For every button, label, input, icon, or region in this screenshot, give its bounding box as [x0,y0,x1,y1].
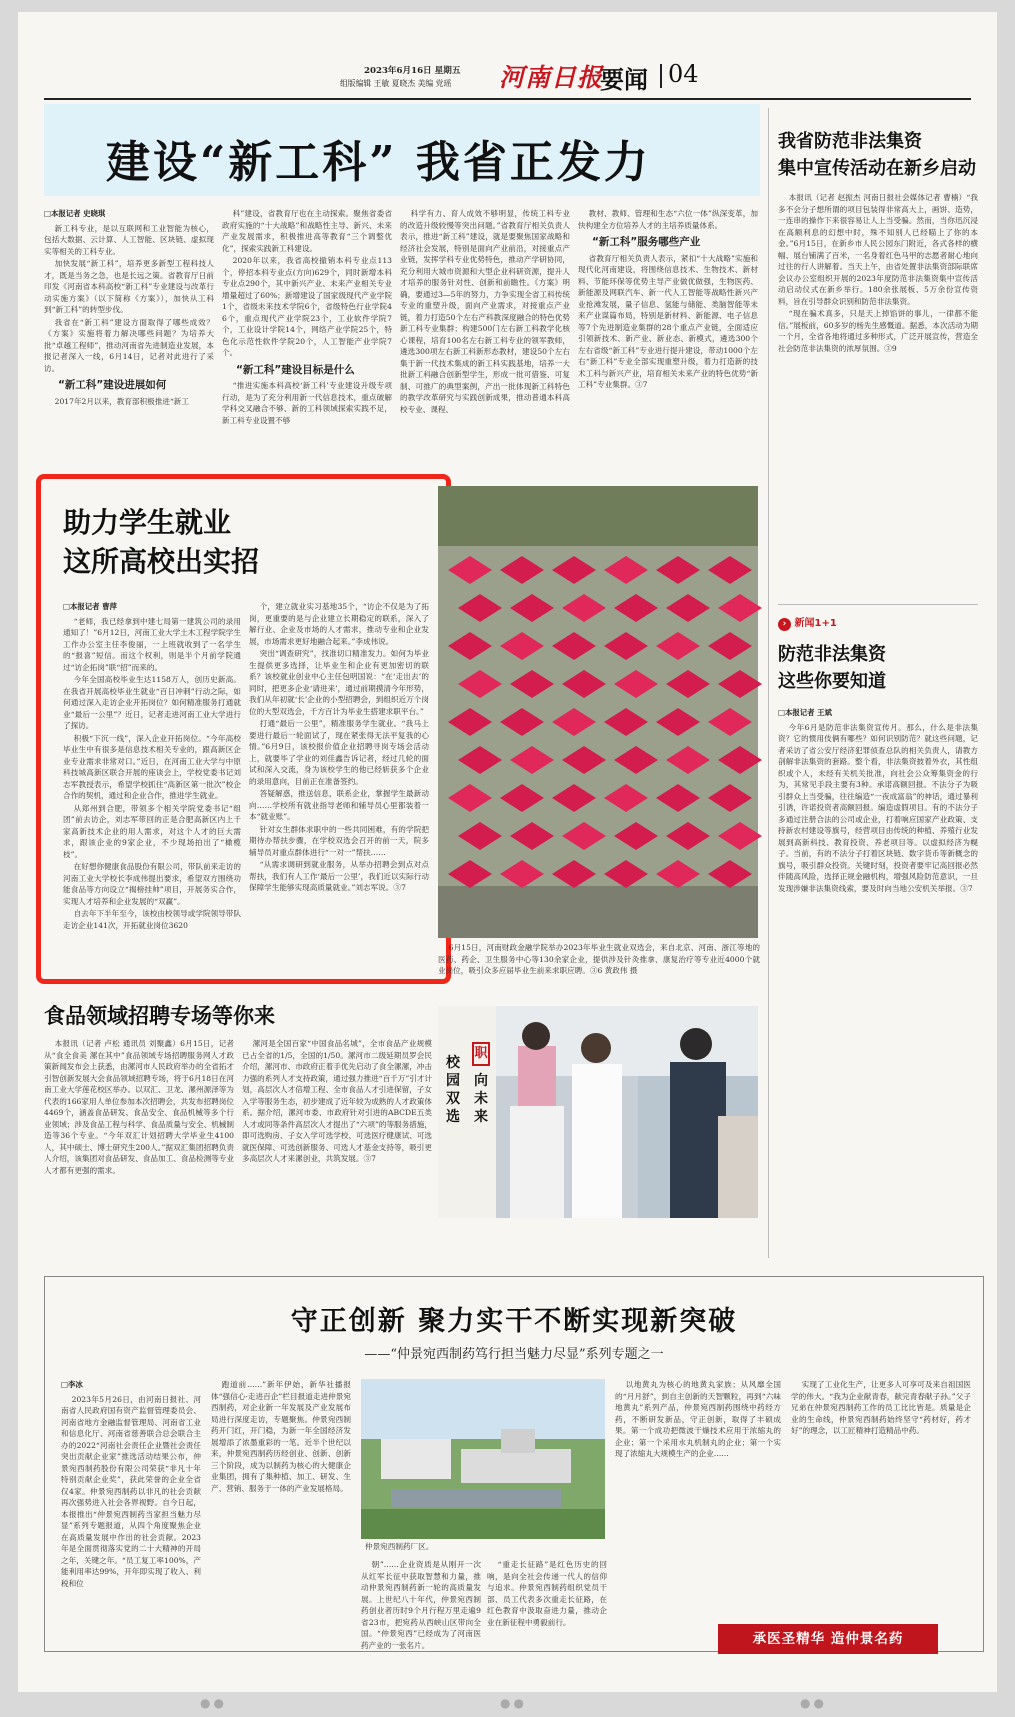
factory-photo-caption: 仲景宛西制药厂区。 [365,1542,434,1551]
newspaper-logo: 河南日报 [499,63,604,92]
paragraph: 科”建设，省教育厅也在主动探索。聚焦省委省政府实施的“十大战略”和战略性主导、新兴、未来产业发展需求，积极推进高等教育“三个调整优化”，探索实践新工科建设。 [222,209,392,253]
subhead: “新工科”建设目标是什么 [236,363,355,376]
page-dots-left: ●● [200,1696,227,1710]
top-feature-byline: □本报记者 史晓琪 [44,209,106,218]
highlighted-col1 [63,601,241,979]
advertorial-subhead: ——“仲景宛西制药笃行担当魅力尽显”系列专题之一 [364,1347,664,1362]
food-article-col2 [242,1038,432,1260]
right-article-2 [778,614,978,1277]
paragraph: 以地黄丸为核心的地黄丸家族；从风靡全国的“月月舒”，到自主创新的天智颗粒，再到“六味地黄丸”系列产品，仲景宛西制药围绕中药经方药，不断研发新品，守正创新，取得了丰硕成果。第一个成功把微波干燥技术应用于浓缩丸的企业；第一个采用水丸机制丸的企业；第一个实现了浓缩丸大规模生产的企业…… [615,1380,781,1458]
page-number: 04 [668,60,699,88]
right-headline-2: 防范非法集资 这些你要知道 [778,644,886,692]
advertorial-headline: 守正创新 聚力实干不断实现新突破 [290,1306,738,1337]
top-feature-col2 [222,208,392,466]
paragraph: 2023年5月26日，由河南日报社、河南省人民政府国有资产监督管理委员会、河南省地方金融监督管理局、河南省工业和信息化厅、河南省慈善联合总会联合主办的2022“河南社会责任企业暨社会责任突出贡献企业家”推选活动结果公布，仲景宛西制药股份有限公司荣获“非凡十年 特别贡献企业奖”，获此荣誉的企业全省仅4家。仲景宛西制药以非凡的社会贡献再次强势进入社会各界视野。自今日起，本报推出“仲景宛西制药当家担当魅力尽显”系列专题报道，从四个角度聚焦企业在高质量发展中作出的社会贡献。2023年是全面贯彻落实党的二十大精神的开局之年，关键之年。“员工复工率100%，产能利用率达99%，开年即实现了收入、利税和位 [61,1394,201,1588]
right-article-2-body [778,707,978,1277]
masthead [44,48,971,100]
right-column-divider [768,108,769,1258]
paragraph: 2017年2月以来，教育部积极推进“新工 [54,396,189,406]
paragraph: 实现了工业化生产，让更多人可享可及来自祖国医学的伟大。“我为企业献青春，献完青春献子孙。”父子兄弟在仲景宛西制药工作的员工比比皆是。质量是企业的生命线，仲景宛西制药始终坚守“药材好，药才好”的理念，以工匠精神打造精品中药。 [791,1380,971,1435]
highlighted-byline: □本报记者 曹萍 [63,602,117,611]
paragraph: 积极“下沉一线”，深入企业开拓岗位。“今年高校毕业生中有很多是信息技术相关专业的，跟高新区企业专业需求非常对口。”近日，在河南工业大学与中原科技城高新区联合开展的座谈会上，学校党委书记刘志军教授表示，希望学校抓住“高新区第一批次”校企合作的契机，通过和企业合作，推进学生就业。 [63,733,241,800]
top-feature-col3 [400,208,570,466]
paragraph: 朝”……企业资质是从刚开一次从红军长征中获取智慧和力量，推动仲景宛西制药新一轮的高质量发展。上世纪八十年代，仲景宛西制药创业者历时9个月行程万里走遍9省23市，把宛药从西峡山区带向全国。“仲景宛西”已经成为了河南医药产业的一张名片。 [361,1560,481,1650]
right-headline-1: 我省防范非法集资 集中宣传活动在新乡启动 [778,131,976,179]
subhead: “新工科”服务哪些产业 [592,236,701,248]
advertorial-col1 [61,1379,201,1639]
paragraph: 新工科专业，是以互联网和工业智能为核心，包括大数据、云计算、人工智能、区块链、虚拟现实等相关的工科专业。 [44,223,214,256]
photo-tag-mid: 职 [472,1042,490,1066]
paragraph: 针对女生群体求职中的一些共同困难，有的学院把期待办帮扶步骤，在学校双选会召开的前一天，院多辅导员对重点群体进行“一对一”帮扶…… [249,824,429,857]
right-byline: □本报记者 王斌 [778,708,832,717]
paragraph: 科学有力、育人成效不够明显，传统工科专业的改造升级较慢等突出问题。”省教育厅相关负责人表示，推进“新工科”建设，就是要聚焦国家战略和经济社会发展，特别是面向产业前沿，对接重点产业链，发挥学科专业优势特色，推动产学研协同，充分利用大城市资源和大型企业科研资源，提升人才培养的服务针对性、创新和前瞻性。《方案》明确，要通过3—5年的努力，力争实现全省工科传统专业的重塑升级，面向产业需求，对接重点产业链，着力打造50个左右产科教深度融合的特色优势新工科专业集群；构建500门左右新工科教学化核心课程，培育100名左右新工科专业的领军教师，遴选300项左右新工科新形态教材，建设50个左右集于新一代技术集成的新工科实践基地，培养一大批新工科融合创新型学生，形成一批可借鉴、可复制、可推广的典型案例，产出一批体现新工科特色的教学改革研究与实践创新成果，推动普通本科高校专业、课程、 [400,209,570,414]
highlighted-article[interactable] [36,474,451,984]
subhead: “新工科”建设进展如何 [58,379,167,391]
top-feature-col1 [44,208,214,466]
top-feature-headline: 建设“新工科” 我省正发力 [106,137,651,188]
page-dots-mid: ●● [500,1696,527,1710]
paragraph: “推进实施本科高校‘新工科’专业建设升级专项行动，是为了充分利用新一代信息技术，重点破解学科交叉融合不够、新的工科领域探索实践不足，新工科专业设置不够 [222,381,392,425]
paragraph: 加快发展“新工科”，培养更多新型工程科技人才，既是当务之急，也是长远之策。省教育厅日前印发《河南省本科高校“新工科”专业建设与改革行动实施方案》（以下简称《方案》），加快从工科到“新工科”的转型步伐。 [44,259,214,314]
campus-recruit-photo [438,1006,758,1218]
food-article-col1 [44,1038,234,1260]
right-column [778,128,978,592]
highlighted-col2 [249,601,429,979]
paragraph: 本报讯（记者 赵振杰 河南日报社会媒体记者 曹楠）“我多不会分子想所谓的项目包装得非常高大上，画饼、造势，一连串的操作下来很容易让人上当受骗。然而，当你迅沉浸在高额利息的幻想中时，殊不知别人已经瞄上了你的本金。”6月15日，在新乡市人民公园东门附近，各式各样的横幅、展台铺满了百米，一名身着红色马甲的志愿者耐心地向过往的行人讲解着。当天上午，由省处置非法集资部际联席会议办公室组织开展的2023年度防范非法集资集中宣传活动启动仪式在新乡举行。180余张展板、5万余份宣传资料，旨在引导群众识别和防范非法集资。 [778,193,978,306]
paragraph: 突出“调查研究”，找准切口精准发力。如何为毕业生提供更多选择，让毕业生和企业有更加密切的联系？该校就业创业中心主任包明国说：“在‘走出去’的同时，把更多企业‘请进来’，通过前期摸清今年形势，我们从年初就‘长’企业的小型招聘会，到组织近万个岗位的大型双选会，千方百计为毕业生搭建求职平台。” [249,649,429,716]
right-article-1 [778,192,978,592]
news-tag: › 新闻1+1 [778,614,978,631]
paragraph: “从需求调研到就业服务，从举办招聘会到点对点帮扶，我们有人工作‘最后一公里’，我们近以实际行动保障学生能够实现高质量就业。”刘志军说。③7 [249,860,429,892]
masthead-divider [660,64,662,88]
paragraph: 在好想你健康食品股份有限公司，带队前来走访的河南工业大学校长李成伟提出要求，希望双方围绕功能食品等方向设立“揭榜挂帅”项目，开展务实合作，实现人才培养和企业发展的“双赢”。 [63,862,241,906]
paragraph: 答疑解惑，推送信息，联系企业，掌握学生最新动向……学校所有就业指导老师和辅导员心里都装着一本“就业账”。 [249,789,429,821]
photo-tag-left: 校园双选 [446,1055,460,1125]
advertorial-col6 [791,1379,971,1615]
paragraph: “现在骗术真多，只是天上掉馅饼的事儿，一律都不能信。”展板前，60多岁的杨先生感慨道。据悉，本次活动为期一个月，全省各地将通过多种形式，广泛开展宣传，营造全社会防范非法集资的浓厚氛围。③9 [778,309,978,353]
headline-line-1: 助力学生就业 [63,506,232,539]
factory-photo-graphic [361,1379,605,1539]
editor-credits: 组版编辑 王敏 夏晓杰 美编 党瑶 [340,79,452,88]
paragraph: 省教育厅相关负责人表示，紧扣“十大战略”实施和现代化河南建设，将围绕信息技术、生物技术、新材料、节能环保等优势主导产业做优做强，生物医药、新能源及网联汽车、新一代人工智能等战略性新兴产业抢滩发展，量子信息、氢能与储能、类脑智能等未来产业谋篇布局，特别是新材料、新能源、电子信息等7个先进制造业集群的28个重点产业链，全面适应引领新技术、新产业、新业态、新模式，遴选300个左右省级“新工科”专业进行提升建设，带动1000个左右“新工科”专业全部实现重塑升级，着力打造新的技术工科与新兴产业，培育相关未来产业的特色优势“新工科”专业集群。③7 [578,253,758,389]
paragraph: 本报讯（记者 卢松 通讯员 刘聚鑫）6月15日，记者从“食全食美 漯在其中”食品领域专场招聘服务网人才政策新闻发布会上获悉，由漯河市人民政府举办的全省拓才引智创新发展大会食品领域招聘专场，将于6月18日在河南工业大学莲花校区举办。以双汇、卫龙、漯州源泽等为代表的166家用人单位参加本次招聘会，共发布招聘岗位4469个，涵盖食品研发、食品安全、食品机械等多个行业领域；涉及食品工程与科学、食品质量与安全、机械制造等36个专业。“今年双汇计划招聘大学毕业生4100人，其中硕士、博士研究生200人。”据双汇集团招聘负责人介绍，该集团对食品研发、食品加工、食品检测等专业人才都有更强的需求。 [44,1039,234,1175]
advertorial-box [44,1276,984,1652]
paragraph: 打通“最后一公里”，精准服务学生就业。“我马上要进行最后一轮面试了，现在紧张得无法平复我的心情。”6月9日，该校报价值企业招聘寻岗专场会活动上，就要毕了学业的刘佳鑫告诉记者，经过几轮的面试和深入交流，身为该校学生的他已经斩获多个企业的录用意向，目前正在准备签约。 [249,719,429,786]
job-fair-photo-graphic [438,486,758,938]
paragraph: 教材、教师、管理和生态“六位一体”纵深变革，加快构建全方位培养人才的主培养质量体系。 [578,209,758,230]
job-fair-photo [438,486,758,938]
paragraph: 2020年以来，我省高校撤销本科专业点113个，停招本科专业点(方向)629个，同时新增本科专业点290个，其中新兴产业、未来产业相关专业增量超过了60%；新增建设了国家级现代产业学院1个，省级未来技术学院6个，省级特色行业学院46个，重点现代产业学院23个，工业软件学院7个，工业设计学院14个，网络产业学院25个，特色化示范性软件学院20个，人工智能产业学院7个。 [222,256,392,357]
paragraph: 自去年下半年至今，该校由校领导或学院领导带队走访企业141次，开拓就业岗位3620 [63,909,241,930]
page-dots-right: ●● [800,1696,827,1710]
paragraph: 个，建立就业实习基地35个，“访企不仅是为了拓岗，更重要的是与企业建立长期稳定的联系，深入了解行业、企业及市场的人才需求，推动专业和企业发展，市场需求更好地融合起来。”李成伟说。 [249,602,429,646]
newspaper-page [18,12,997,1692]
paragraph: 我省在“新工科”建设方面取得了哪些成效？《方案》实施将着力解决哪些问题？为培养大批“卓越工程师”，推动河南省先进制造业发展，本报记者深入一线，6月14日，记者对此进行了采访。 [44,317,214,373]
advertorial-slogan: 承医圣精华 造仲景名药 [718,1624,938,1654]
advertorial-col5 [615,1379,781,1643]
headline-line-2: 这所高校出实招 [63,545,260,578]
food-article-headline: 食品领域招聘专场等你来 [44,1003,275,1028]
chevron-right-icon: › [778,618,791,631]
section-name: 要闻 [600,65,648,94]
advertorial-byline: □李冰 [61,1380,83,1389]
advertorial-col4 [487,1559,607,1643]
paragraph: 今年6月是防范非法集资宣传月。那么，什么是非法集资？它的惯用伎俩有哪些？如何识别防范？就这些问题，记者采访了省公安厅经济犯罪侦查总队的相关负责人，请教方剖解非法集资的套路。整个看，非法集资披着外衣，其性组织或个人，未经有关机关批准，向社会公众筹集资金的行为，其常见手段主要有3种。承诺高额回报。不法分子为吸引群众上当受骗，往往编造“一夜成富翁”的神话，通过暴利引诱，许诺投资者高额回报。编造虚假项目。有的不法分子多通过注册合法的公司或企业，打着响应国家产业政策、支持新农村建设等旗号，经营项目由传统的种植、养殖行业发展到高新科技、教育投资、养老项目等。以虚拟经济为幌子。当前，有的不法分子打着区块链、数字货币等新概念的旗号，吸引群众投资。关键时刻，投资者要牢记高回报必然伴随高风险，选择正规金融机构，增强风险防范意识，一旦发现涉嫌非法集资线索，要及时向当地公安机关举报。③7 [778,722,978,893]
paragraph: “老师，我已经拿到中建七局第一建筑公司的录用通知了！”6月12日，河南工业大学土木工程学院学生工作办公室主任李俊丽，一上班就收到了一名学生的“报喜”短信。而这个权利，则是半个月前学院通过“访企拓岗”联“招”而来的。 [63,616,241,672]
advertorial-col3 [361,1559,481,1650]
job-fair-caption: 6月15日，河南财政金融学院举办2023年毕业生就业双选会，来自北京、河南、浙江等地的医药、药企、卫生服务中心等130余家企业，提供涉及针灸推拿、康复治疗等专业近4000个就业岗位，吸引众多应届毕业生前来求职应聘。③6 黄政伟 摄 [438,943,760,975]
paragraph: 跑道前……”新年伊始，新华社播报体“强信心·走进百企”栏目报道走进仲景宛西制药，对企业新一年发展及产业发展布局进行深度走访，专题聚焦。仲景宛西制药开门红，开门稳，为新一年全国经济发展增添了浓墨重彩的一笔。近半个世纪以来，仲景宛西制药历经创业、创新、创新三个阶段，成为以制药为核心的大健康企业集团，拥有了集种植、加工、研发、生产、营销、服务于一体的产业发展格局。 [211,1380,351,1493]
paragraph: 从郑州到合肥，带领多个相关学院党委书记“组团”前去访企，刘志军带回的正是合肥高新区内上千家高新技术企业的用人需求，对这个人才的巨大需求，跟该企业的9家企业，不少现场拍出了“橄榄枝”。 [63,803,241,859]
issue-date: 2023年6月16日 星期五 [364,66,461,76]
paragraph: 漯河是全国百家“中国食品名城”，全市食品产业规模已占全省的1/5，全国的1/50。漯河市二级延期员罗会民介绍，漯河市、市政府正着手优先启动了食全漯漯，冲击力强的系列人才支持政策，通过强力推进“百千万”引才计划，高层次人才倍增工程、全市食品人才引进保留，子女入学等服务生态，初步建成了近年较为成熟的人才政策体系。据介绍，漯河市委、市政府针对引进的ABCDE五类人才或同等条件高层次人才提出了“六项”的等服务措施，即可选购房、子女入学可选学校、可选医疗健康试、可选就医保障、可选创新服务、可选人才基金支持等，吸引更多高层次人才来漯创业，共筑发展。③7 [242,1039,433,1163]
factory-photo [361,1379,605,1539]
right-column-rule [778,604,978,605]
photo-tag-right: 向未来 [474,1073,488,1125]
paragraph: “重走长征路”是红色历史的回响，是向全社会传递一代人的信仰与追求。仲景宛西制药组织党员干部、员工代表多次重走长征路，在红色教育中汲取奋进力量，推动企业在新征程中勇毅前行。 [487,1560,607,1627]
top-feature-banner [44,104,760,196]
highlighted-headline [63,503,259,581]
top-feature-col4 [578,208,758,466]
advertorial-col2 [211,1379,351,1639]
paragraph: 今年全国高校毕业生达1158万人，创历史新高。在我省开展高校毕业生就业“百日冲刺”行动之际，如何通过深入走访企业开拓岗位？如何精准服务打通就业“最后一公里”？近日，记者走进河南工业大学进行了探访。 [63,675,241,730]
